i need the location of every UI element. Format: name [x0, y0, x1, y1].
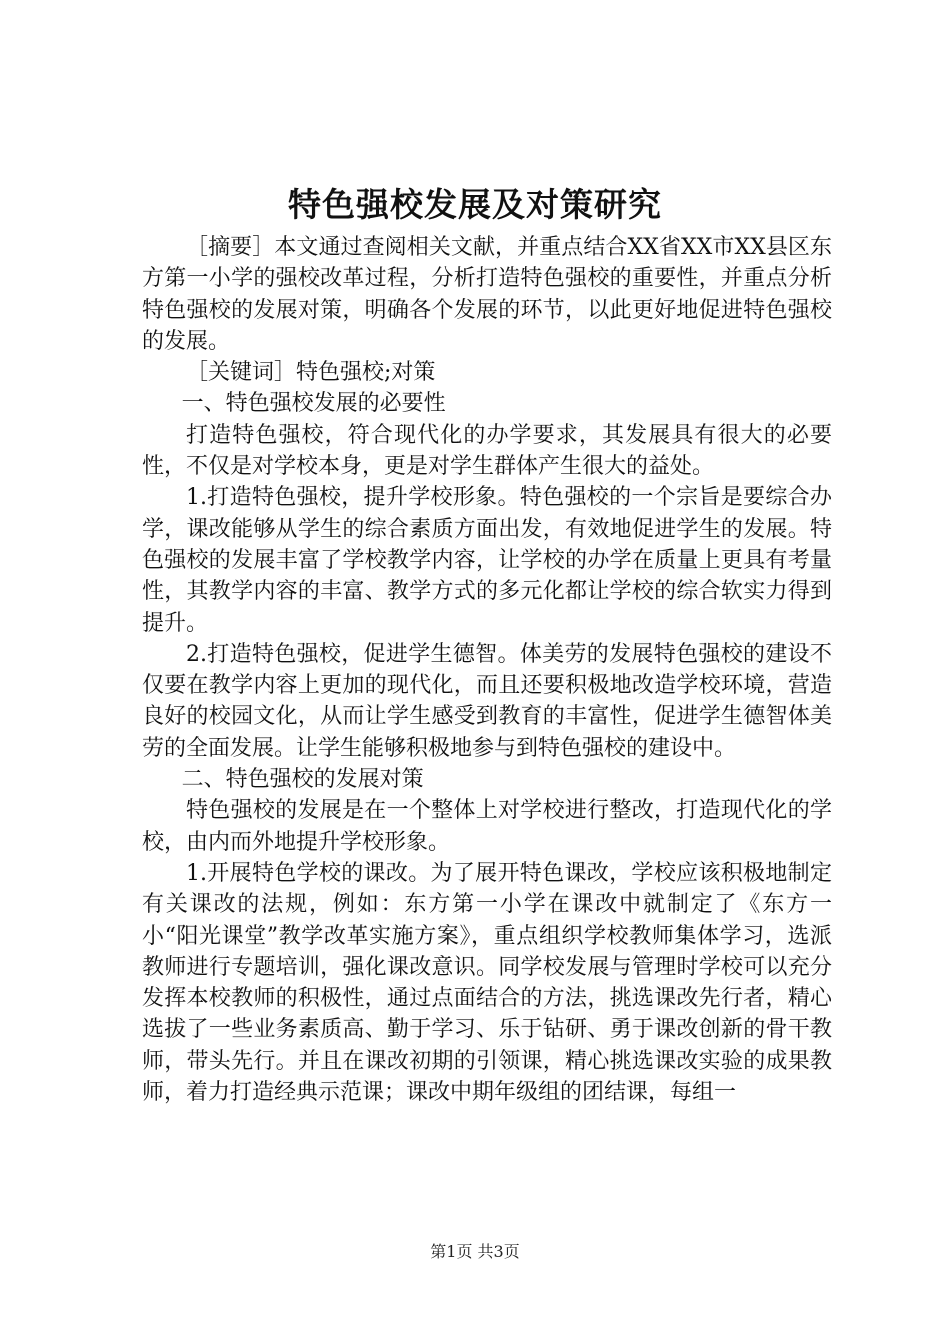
page-number-footer: 第1页 共3页	[430, 1242, 520, 1261]
document-body	[142, 232, 832, 1108]
body-paragraph: 打造特色强校，符合现代化的办学要求，其发展具有很大的必要性，不仅是对学校本身，更是对学生群体产生很大的益处。	[142, 422, 832, 480]
section-heading-2: 二、特色强校的发展对策	[181, 767, 424, 793]
body-paragraph: 1.打造特色强校，提升学校形象。特色强校的一个宗旨是要综合办学，课改能够从学生的综合素质方面出发，有效地促进学生的发展。特色强校的发展丰富了学校教学内容，让学校的办学在质量上更具有考量性，其教学内容的丰富、教学方式的多元化都让学校的综合软实力得到提升。	[142, 485, 832, 636]
body-paragraph: 特色强校的发展是在一个整体上对学校进行整改，打造现代化的学校，由内而外地提升学校形象。	[142, 798, 832, 855]
body-paragraph: 1.开展特色学校的课改。为了展开特色课改，学校应该积极地制定有关课改的法规，例如：东方第一小学在课改中就制定了《东方一小“阳光课堂”教学改革实施方案》，重点组织学校教师集体学习，选派教师进行专题培训，强化课改意识。同学校发展与管理时学校可以充分发挥本校教师的积极性，通过点面结合的方法，挑选课改先行者，精心选拔了一些业务素质高、勤于学习、乐于钻研、勇于课改创新的骨干教师，带头先行。并且在课改初期的引领课，精心挑选课改实验的成果教师，着力打造经典示范课；课改中期年级组的团结课，每组一	[142, 860, 832, 1106]
body-paragraph: 2.打造特色强校，促进学生德智。体美劳的发展特色强校的建设不仅要在教学内容上更加的现代化，而且还要积极地改造学校环境，营造良好的校园文化，从而让学生感受到教育的丰富性，促进学生德智体美劳的全面发展。让学生能够积极地参与到特色强校的建设中。	[142, 641, 832, 761]
abstract-paragraph: ［摘要］本文通过查阅相关文献，并重点结合XX省XX市XX县区东方第一小学的强校改革过程，分析打造特色强校的重要性，并重点分析特色强校的发展对策，明确各个发展的环节，以此更好地促进特色强校的发展。	[142, 235, 832, 354]
section-heading-1: 一、特色强校发展的必要性	[181, 391, 446, 417]
document-title: 特色强校发展及对策研究	[288, 185, 662, 224]
keywords-paragraph: ［关键词］特色强校;对策	[186, 360, 436, 386]
